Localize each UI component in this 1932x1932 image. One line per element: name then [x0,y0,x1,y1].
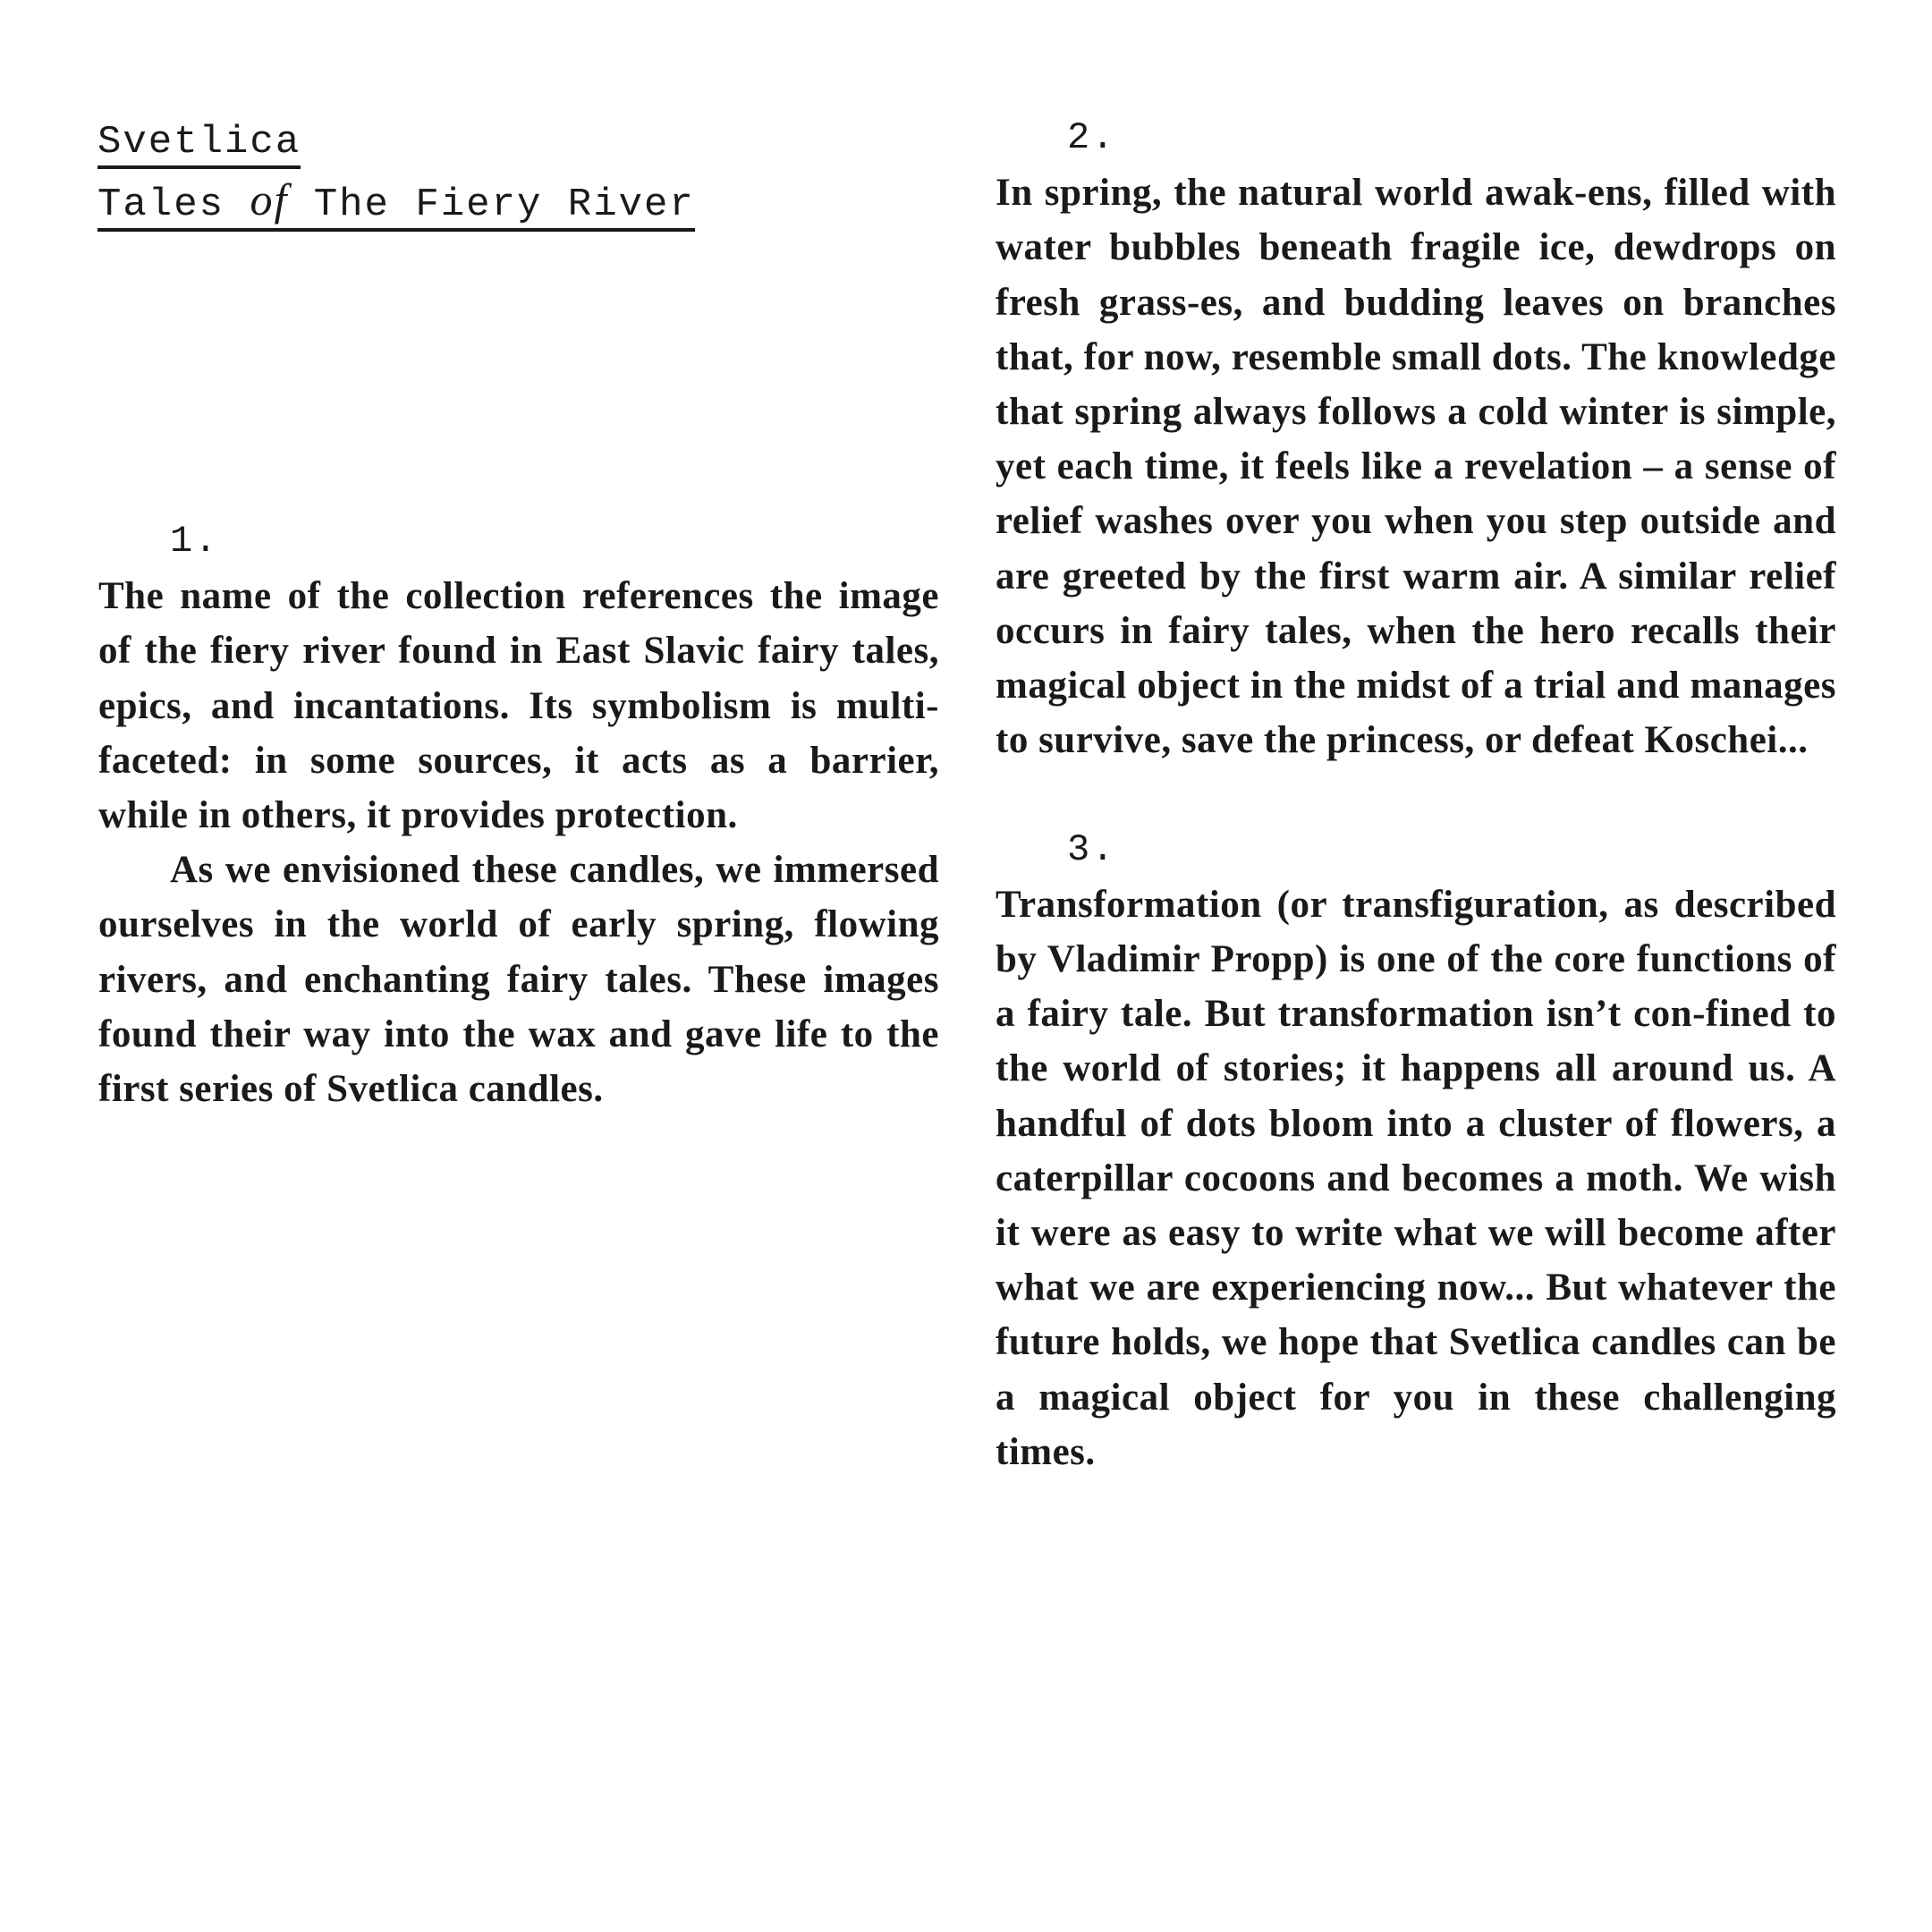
subtitle-part-2: The Fiery River [288,182,695,227]
left-column [98,514,939,1116]
subtitle-part-1: Tales [97,182,250,227]
subtitle-italic: of [250,174,289,225]
section-1-paragraph-2: As we envisioned these candles, we immersed ourselves in the world of early spring, flowing rivers, and enchanting fairy tales. These images found their way into the wax and gave life to the first series of Svetlica candles. [98,849,939,1111]
right-column [996,111,1836,1479]
section-3-number: 3. [1067,827,1116,871]
section-2-number: 2. [1067,116,1116,159]
title-block [97,114,695,239]
section-1-paragraph-1: The name of the collection references the image of the fiery river found in East Slavic fairy tales, epics, and incantations. Its symbolism is multi-faceted: in some sources, it acts as a barrier, while in others, it provides protection. [98,575,939,836]
section-gap [996,767,1836,822]
section-2-paragraph-1: In spring, the natural world awak-ens, filled with water bubbles beneath fragile ice, dewdrops on fresh grass-es, and budding leaves on branches that, for now, resemble small dots. The knowledge that spring always follows a cold winter is simple, yet each time, it feels like a revelation – a sense of relief washes over you when you step outside and are greeted by the first warm air. A similar relief occurs in fairy tales, when the hero recalls their magical object in the midst of a trial and manages to survive, save the princess, or defeat Koschei... [996,172,1836,762]
section-3-paragraph-1: Transformation (or transfiguration, as described by Vladimir Propp) is one of the core functions of a fairy tale. But transformation isn’t con-fined to the world of stories; it happens all around us. A handful of dots bloom into a cluster of flowers, a caterpillar cocoons and becomes a moth. We wish it were as easy to write what we will become after what we are experiencing now... But whatever the future holds, we hope that Svetlica candles can be a magical object for you in these challenging times. [996,883,1836,1473]
section-1-number: 1. [170,520,219,563]
collection-title: Svetlica [97,119,301,169]
collection-subtitle [97,176,695,232]
